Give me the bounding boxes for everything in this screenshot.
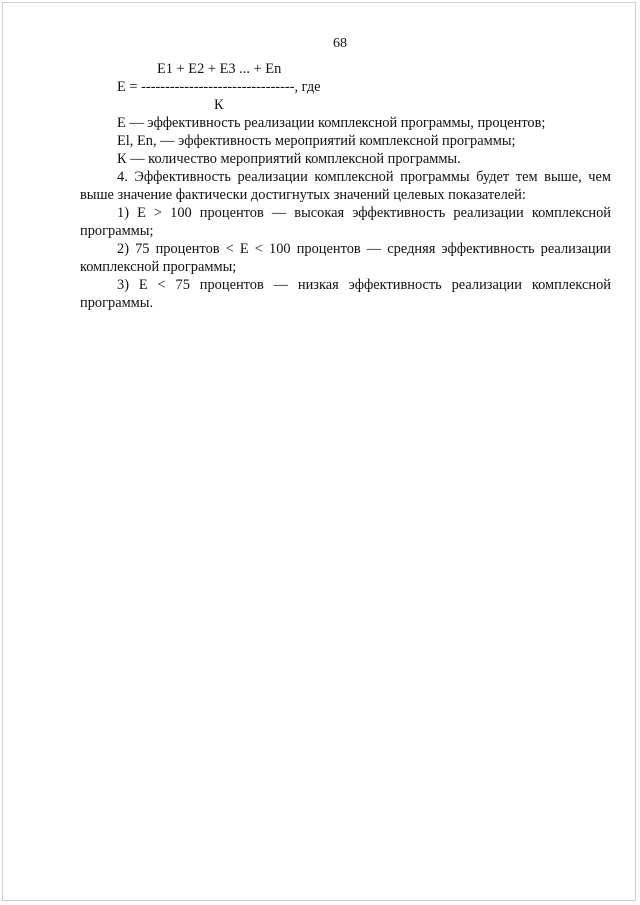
formula-lhs: E =: [117, 79, 142, 95]
item-1-line-1: 1) Е > 100 процентов — высокая эффективность реализации комплексной: [117, 205, 611, 221]
formula-denominator: К: [214, 97, 224, 113]
formula-where: , где: [294, 79, 321, 95]
page-number: 68: [333, 36, 347, 51]
definition-k: К — количество мероприятий комплексной программы.: [117, 151, 461, 167]
item-2-line-2: комплексной программы;: [80, 259, 237, 275]
formula-fraction-bar: --------------------------------: [141, 79, 295, 95]
item-1-line-2: программы;: [80, 223, 154, 239]
item-2-line-1: 2) 75 процентов < Е < 100 процентов — средняя эффективность реализации: [117, 241, 611, 257]
paragraph-4-line-1: 4. Эффективность реализации комплексной программы будет тем выше, чем: [117, 169, 611, 185]
definition-e1-en: El, En, — эффективность мероприятий комплексной программы;: [117, 133, 516, 149]
formula-numerator: E1 + E2 + E3 ... + En: [157, 61, 282, 77]
paragraph-4-line-2: выше значение фактически достигнутых значений целевых показателей:: [80, 187, 526, 203]
formula-line: [117, 78, 321, 96]
item-3-line-2: программы.: [80, 295, 154, 311]
definition-e: Е — эффективность реализации комплексной программы, процентов;: [117, 115, 546, 131]
item-3-line-1: 3) Е < 75 процентов — низкая эффективность реализации комплексной: [117, 277, 611, 293]
